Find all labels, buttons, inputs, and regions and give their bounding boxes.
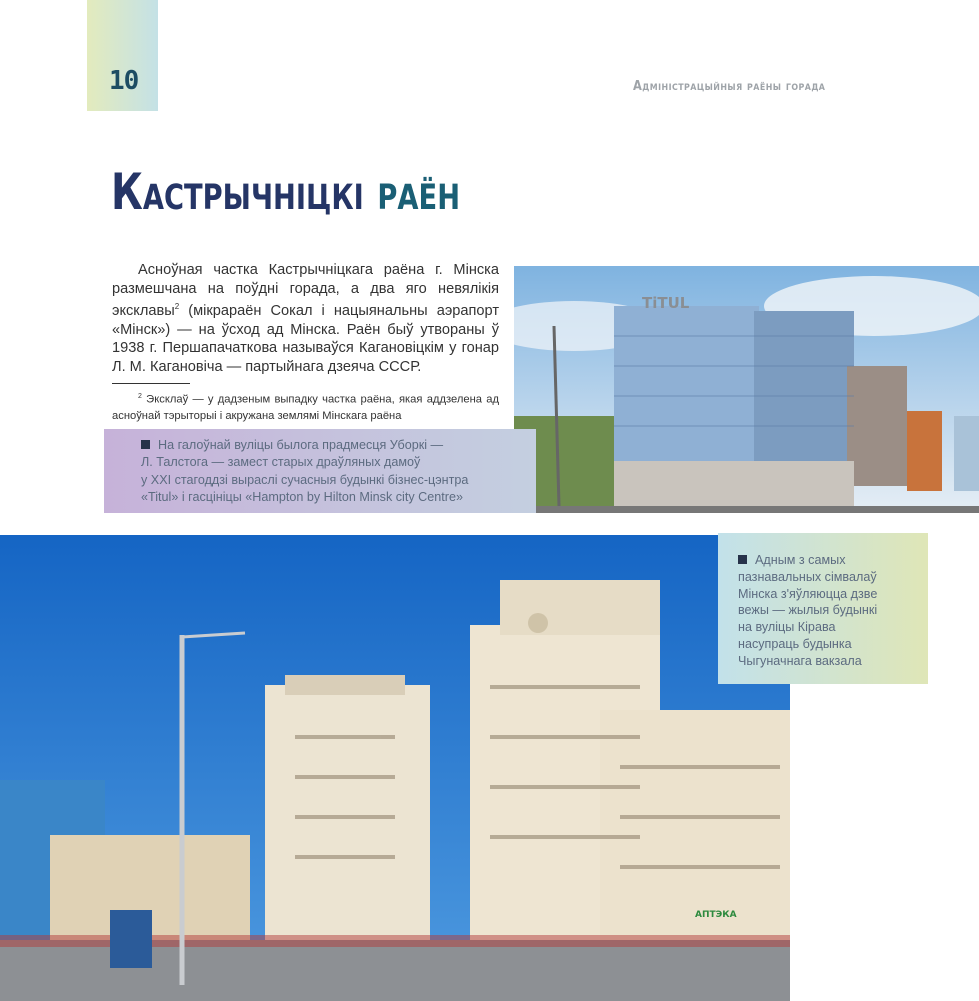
page-number: 10	[109, 66, 139, 96]
caption-line: На галоўнай вуліцы былога прадмесця Уборкі —	[141, 437, 536, 454]
titul-sign: TiTUL	[642, 294, 690, 312]
body-paragraph	[112, 261, 499, 376]
caption-line: Чыгуначнага вакзала	[738, 653, 862, 668]
caption-line: Л. Талстога — замест старых драўляных дамоў	[141, 455, 421, 470]
bullet-square-icon	[738, 555, 747, 564]
caption-line: «Titul» і гасцініцы «Hampton by Hilton Minsk city Centre»	[141, 489, 463, 504]
footnote	[112, 389, 499, 424]
caption-line: Мінска з'яўляюцца дзве	[738, 586, 878, 601]
bullet-square-icon	[141, 440, 150, 449]
body-text-cont: (мікрараён Сокал і нацыянальны аэрапорт «Мінск») — на ўсход ад Мінска. Раён быў утвораны ў 1938 г. Першапачаткова называўся Кагановіцкім у гонар Л. М. Кагановіча — партыйнага дзеяча СССР.	[112, 303, 499, 375]
footnote-rule	[112, 383, 190, 384]
footnote-text: Эксклаў — у дадзеным выпадку частка раёна, якая аддзелена ад асноўнай тэрыторыі і акружана землямі Мінскага раёна	[112, 393, 499, 422]
photo-titul-business-center	[514, 266, 979, 513]
title-part-1: Кастрычніцкі	[111, 163, 364, 221]
caption-line: у XXI стагоддзі выраслі сучасныя будынкі бізнес-цэнтра	[141, 472, 469, 487]
body-text: Асноўная частка Кастрычніцкага раёна г. Мінска размешчана на поўдні горада, а два яго невялікія эксклавы	[112, 262, 499, 320]
footnote-ref: 2	[174, 302, 180, 312]
footnote-mark: 2	[138, 393, 142, 400]
caption-line: Адным з самых	[738, 552, 928, 569]
photo-gates-of-minsk	[0, 535, 790, 1001]
pharmacy-sign: АПТЭКА	[695, 910, 737, 920]
caption-gates	[718, 533, 928, 684]
caption-line: вежы — жылыя будынкі	[738, 603, 878, 618]
caption-line: пазнавальных сімвалаў	[738, 569, 877, 584]
running-header: Адміністрацыйныя раёны горада	[633, 79, 826, 94]
page-title	[111, 163, 460, 221]
title-part-2: раён	[377, 163, 461, 221]
caption-titul	[104, 429, 536, 513]
caption-line: насупраць будынка	[738, 636, 852, 651]
caption-line: на вуліцы Кірава	[738, 620, 836, 635]
